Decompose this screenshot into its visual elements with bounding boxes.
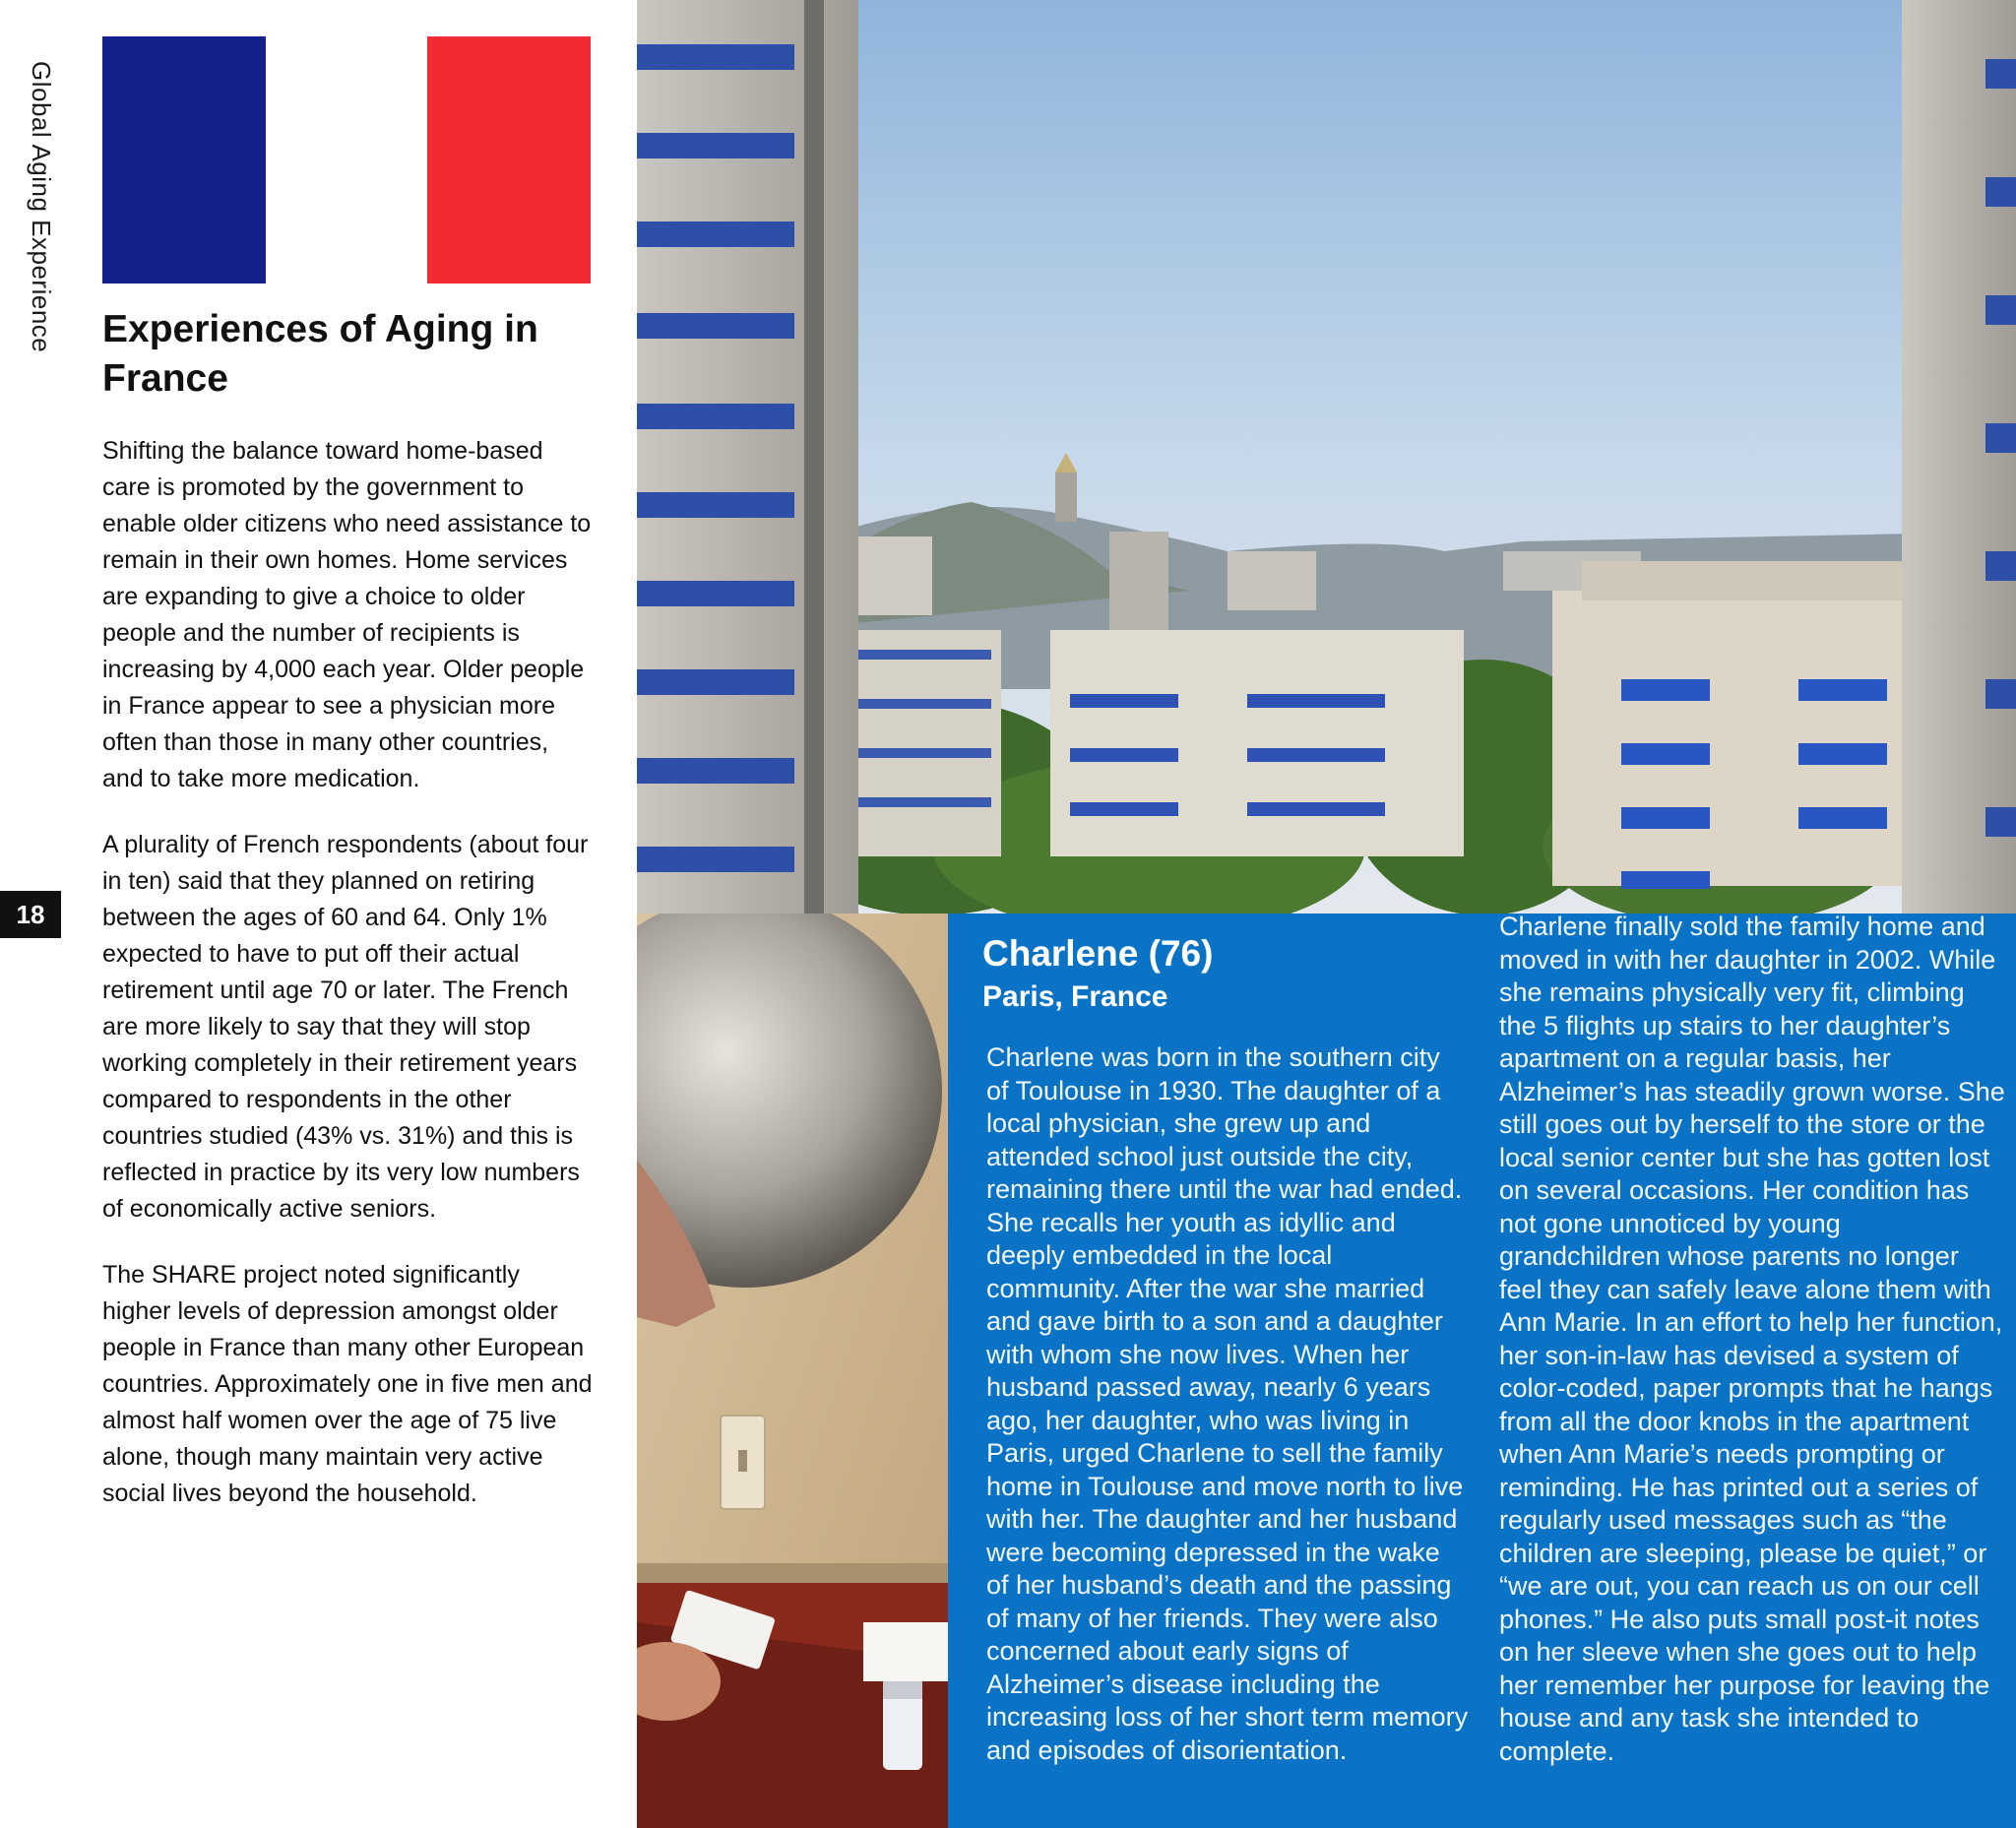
- city-skyline-photo: [637, 0, 2016, 914]
- flag-red-stripe: [427, 36, 591, 284]
- story-column-2: Charlene finally sold the family home and moved in with her daughter in 2002. While she remains physically very fit, climbing the 5 flights up stairs to her daughter’s apartment on a regular basis, her Alzheimer’s has steadily grown worse. She still goes out by herself to the store or the local senior center but she has gotten lost on several occasions. Her condition has not gone unnoticed by young grandchildren whose parents no longer feel they can safely leave alone them with Ann Marie. In an effort to help her function, her son-in-law has devised a system of color-coded, paper prompts that he hangs from all the door knobs in the apartment when Ann Marie’s needs prompting or reminding. He has printed out a series of regularly used messages such as “the children are sleeping, please be quiet,” or “we are out, you can reach us on our cell phones.” He also puts small post-it notes on her sleeve when she goes out to help her remember her purpose for leaving the house and any task she intended to complete.: [1499, 912, 2005, 1766]
- article-paragraph: The SHARE project noted significantly higher levels of depression amongst older people in France than many other European countries. Approximately one in five men and almost half women over the age of 75 live alone, though many maintain very active social lives beyond the household.: [102, 1261, 593, 1507]
- flag-white-stripe: [266, 36, 427, 284]
- story-column-1: Charlene was born in the southern city of Toulouse in 1930. The daughter of a local physician, she grew up and attended school just outside the city, remaining there until the war had ended. She recalls her youth as idyllic and deeply embedded in the local community. After the war she married and gave birth to a son and a daughter with whom she now lives. When her husband passed away, nearly 6 years ago, her daughter, who was living in Paris, urged Charlene to sell the family home in Toulouse and move north to live with her. The daughter and her husband were becoming depressed in the wake of her husband’s death and the passing of many of her friends. They were also concerned about early signs of Alzheimer’s disease including the increasing loss of her short term memory and episodes of disorientation.: [986, 1042, 1469, 1765]
- story-location: Paris, France: [982, 980, 1168, 1013]
- story-name: Charlene (76): [982, 933, 1214, 974]
- flag-of-france: [102, 36, 591, 284]
- story-panel: [948, 914, 2016, 1828]
- article-paragraph: Shifting the balance toward home-based care is promoted by the government to enable older citizens who need assistance to remain in their own homes. Home services are expanding to give a choice to older people and the number of recipients is increasing by 4,000 each year. Older people in France appear to see a physician more often than those in many other countries, and to take more medication.: [102, 437, 592, 792]
- article-title: Experiences of Aging in France: [102, 308, 538, 400]
- article-paragraph: A plurality of French respondents (about four in ten) said that they planned on retiring between the ages of 60 and 64. Only 1% expected to have to put off their actual retirement until age 70 or later. The French are more likely to say that they will stop working completely in their retirement years compared to respondents in the other countries studied (43% vs. 31%) and this is reflected in practice by its very low numbers of economically active seniors.: [102, 831, 589, 1223]
- page-number: 18: [0, 891, 61, 938]
- side-label: Global Aging Experience: [27, 61, 56, 353]
- elderly-woman-photo: [637, 914, 948, 1828]
- flag-blue-stripe: [102, 36, 266, 284]
- article-body: [102, 433, 595, 1542]
